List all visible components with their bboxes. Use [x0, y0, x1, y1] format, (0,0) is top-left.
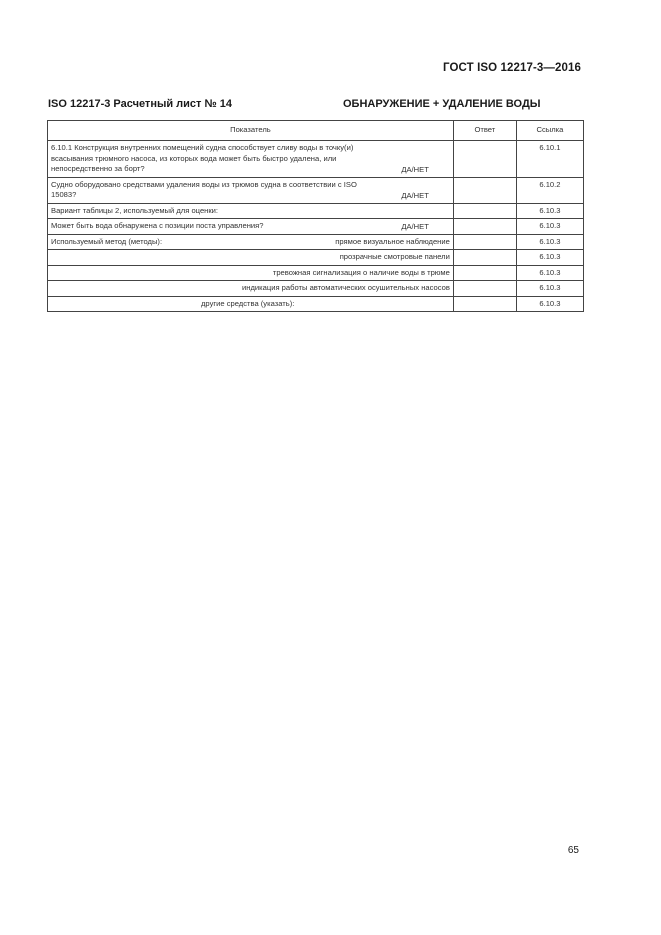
table-row [48, 296, 584, 312]
reference-cell: 6.10.1 [516, 141, 583, 178]
table-row [48, 177, 584, 203]
indicator-cell [48, 177, 454, 203]
table-row [48, 234, 584, 250]
answer-cell[interactable] [453, 219, 516, 235]
yes-no-label: ДА/НЕТ [401, 165, 429, 174]
page-number: 65 [567, 845, 579, 856]
answer-cell[interactable] [453, 177, 516, 203]
answer-cell[interactable] [453, 265, 516, 281]
table-row [48, 141, 584, 178]
reference-cell: 6.10.2 [516, 177, 583, 203]
table-header-row [48, 121, 584, 141]
reference-cell: 6.10.3 [516, 203, 583, 219]
table-row [48, 219, 584, 235]
reference-cell: 6.10.3 [516, 234, 583, 250]
answer-cell[interactable] [453, 234, 516, 250]
answer-cell[interactable] [453, 296, 516, 312]
indicator-cell [48, 296, 454, 312]
method-option: тревожная сигнализация о наличие воды в трюме [48, 265, 454, 281]
answer-cell[interactable] [453, 281, 516, 297]
yes-no-label: ДА/НЕТ [401, 222, 429, 231]
reference-cell: 6.10.3 [516, 281, 583, 297]
question-text: 6.10.1 Конструкция внутренних помещений судна способствует сливу воды в точку(и) всасывания трюмного насоса, из которых вода может быть быстро удалена, или непосредственно за борт? [51, 143, 354, 173]
answer-cell[interactable] [453, 141, 516, 178]
table-row [48, 203, 584, 219]
method-option: другие средства (указать): [201, 298, 295, 308]
answer-cell[interactable] [453, 203, 516, 219]
reference-cell: 6.10.3 [516, 250, 583, 266]
indicator-cell [48, 219, 454, 235]
column-header-answer: Ответ [453, 121, 516, 141]
method-option: прозрачные смотровые панели [48, 250, 454, 266]
question-text: Судно оборудовано средствами удаления воды из трюмов судна в соответствии с ISO 15083? [51, 179, 357, 199]
method-label: Используемый метод (методы): [51, 236, 163, 246]
method-option: индикация работы автоматических осушительных насосов [48, 281, 454, 297]
table-row [48, 265, 584, 281]
yes-no-label: ДА/НЕТ [401, 191, 429, 200]
column-header-indicator: Показатель [48, 121, 454, 141]
table-row [48, 250, 584, 266]
answer-cell[interactable] [453, 250, 516, 266]
table-row [48, 281, 584, 297]
method-option: прямое визуальное наблюдение [335, 236, 450, 246]
reference-cell: 6.10.3 [516, 296, 583, 312]
standard-header: ГОСТ ISO 12217-3—2016 [443, 62, 581, 74]
column-header-reference: Ссылка [516, 121, 583, 141]
reference-cell: 6.10.3 [516, 265, 583, 281]
question-text: Вариант таблицы 2, используемый для оценки: [51, 205, 219, 215]
calculation-sheet-table [47, 120, 584, 312]
indicator-cell [48, 203, 454, 219]
indicator-cell [48, 234, 454, 250]
indicator-cell [48, 141, 454, 178]
sheet-subject: ОБНАРУЖЕНИЕ + УДАЛЕНИЕ ВОДЫ [343, 98, 541, 110]
question-text: Может быть вода обнаружена с позиции поста управления? [51, 221, 264, 230]
sheet-title: ISO 12217-3 Расчетный лист № 14 [48, 98, 233, 110]
reference-cell: 6.10.3 [516, 219, 583, 235]
